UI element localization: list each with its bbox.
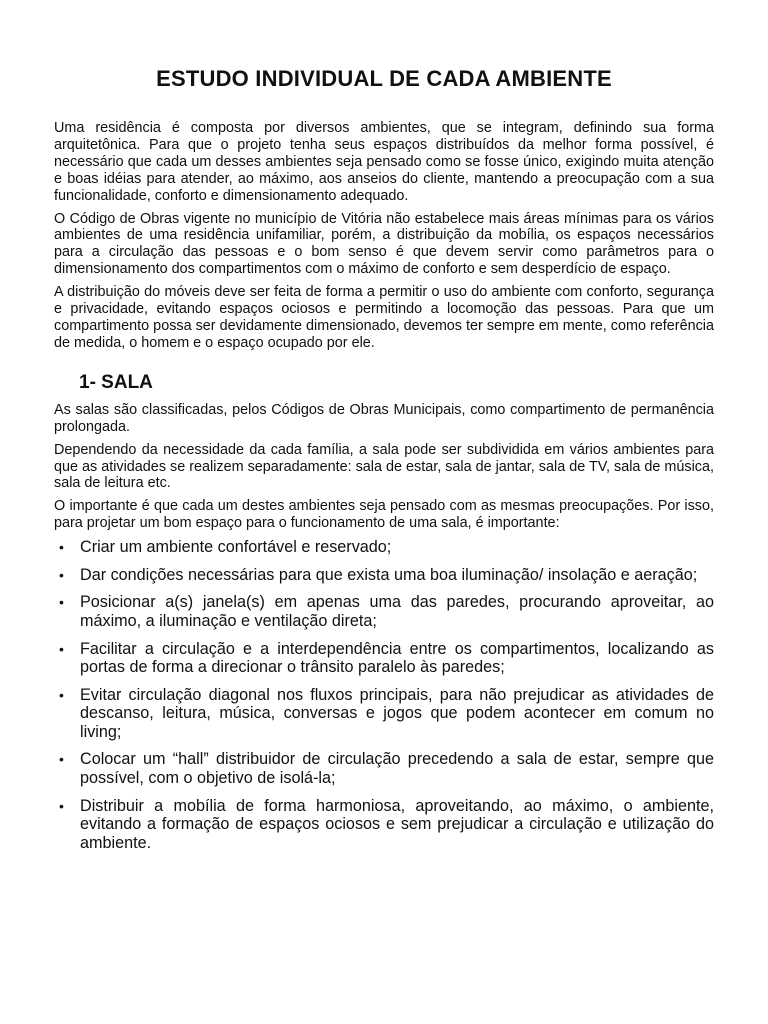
list-item-text: Facilitar a circulação e a interdependência entre os compartimentos, localizando as portas de forma a direcionar o trânsito paralelo às paredes;	[80, 639, 714, 677]
list-item-text: Posicionar a(s) janela(s) em apenas uma das paredes, procurando aproveitar, ao máximo, a iluminação e ventilação direta;	[80, 593, 714, 630]
bullet-icon: •	[59, 686, 64, 703]
list-item-text: Dar condições necessárias para que exista uma boa iluminação/ insolação e aeração;	[80, 565, 698, 584]
bullet-icon: •	[59, 539, 64, 556]
list-item	[54, 797, 714, 853]
recommendation-list	[54, 538, 714, 852]
bullet-icon: •	[59, 797, 64, 814]
intro-paragraph-3: A distribuição do móveis deve ser feita de forma a permitir o uso do ambiente com conforto, segurança e privacidade, evitando espaços ociosos e permitindo a locomoção das pessoas. Para que um compartimento possa ser devidamente dimensionado, devemos ter sempre em mente, como referência de medida, o homem e o espaço ocupado por ele.	[54, 284, 714, 351]
sala-paragraph-2: Dependendo da necessidade da cada família, a sala pode ser subdividida em vários ambientes para que as atividades se realizem separadamente: sala de estar, sala de jantar, sala de TV, sala de música, sala de leitura etc.	[54, 441, 714, 492]
list-item	[54, 686, 714, 742]
section-heading-sala: 1- SALA	[79, 371, 153, 393]
list-item	[54, 566, 714, 585]
list-item	[54, 640, 714, 677]
bullet-icon: •	[59, 594, 64, 611]
document-title: ESTUDO INDIVIDUAL DE CADA AMBIENTE	[156, 66, 612, 91]
list-item-text: Criar um ambiente confortável e reservado;	[80, 538, 392, 557]
intro-paragraph-2: O Código de Obras vigente no município de Vitória não estabelece mais áreas mínimas para os vários ambientes de uma residência unifamiliar, porém, a distribuição da mobília, os espaços necessários para a circulação das pessoas e o bom senso é que devem servir como parâmetros para o dimensionamento dos compartimentos com o máximo de conforto e sem desperdício de espaço.	[54, 210, 714, 278]
sala-paragraph-3: O importante é que cada um destes ambientes seja pensado com as mesmas preocupações. Por isso, para projetar um bom espaço para o funcionamento de uma sala, é importante:	[54, 498, 714, 532]
intro-paragraph-1: Uma residência é composta por diversos ambientes, que se integram, definindo sua forma arquitetônica. Para que o projeto tenha seus espaços distribuídos da melhor forma possível, é necessário que cada um desses ambientes seja pensado como se fosse único, exigindo muita atenção e boas idéias para atender, ao máximo, aos anseios do cliente, mantendo a preocupação com a sua funcionalidade, conforto e dimensionamento adequado.	[54, 120, 714, 204]
list-item-text: Evitar circulação diagonal nos fluxos principais, para não prejudicar as atividades de descanso, leitura, música, conversas e jogos que podem acontecer em comum no living;	[80, 685, 714, 741]
list-item-text: Distribuir a mobília de forma harmoniosa, aproveitando, ao máximo, o ambiente, evitando a formação de espaços ociosos e sem prejudicar a circulação e utilização do ambiente.	[80, 796, 714, 852]
list-item	[54, 538, 714, 557]
sala-paragraph-1: As salas são classificadas, pelos Códigos de Obras Municipais, como compartimento de permanência prolongada.	[54, 401, 714, 435]
list-item-text: Colocar um “hall” distribuidor de circulação precedendo a sala de estar, sempre que possível, com o objetivo de isolá-la;	[80, 750, 714, 788]
list-item	[54, 593, 714, 630]
bullet-icon: •	[59, 751, 64, 768]
bullet-icon: •	[59, 566, 64, 583]
list-item	[54, 750, 714, 787]
bullet-icon: •	[59, 640, 64, 657]
